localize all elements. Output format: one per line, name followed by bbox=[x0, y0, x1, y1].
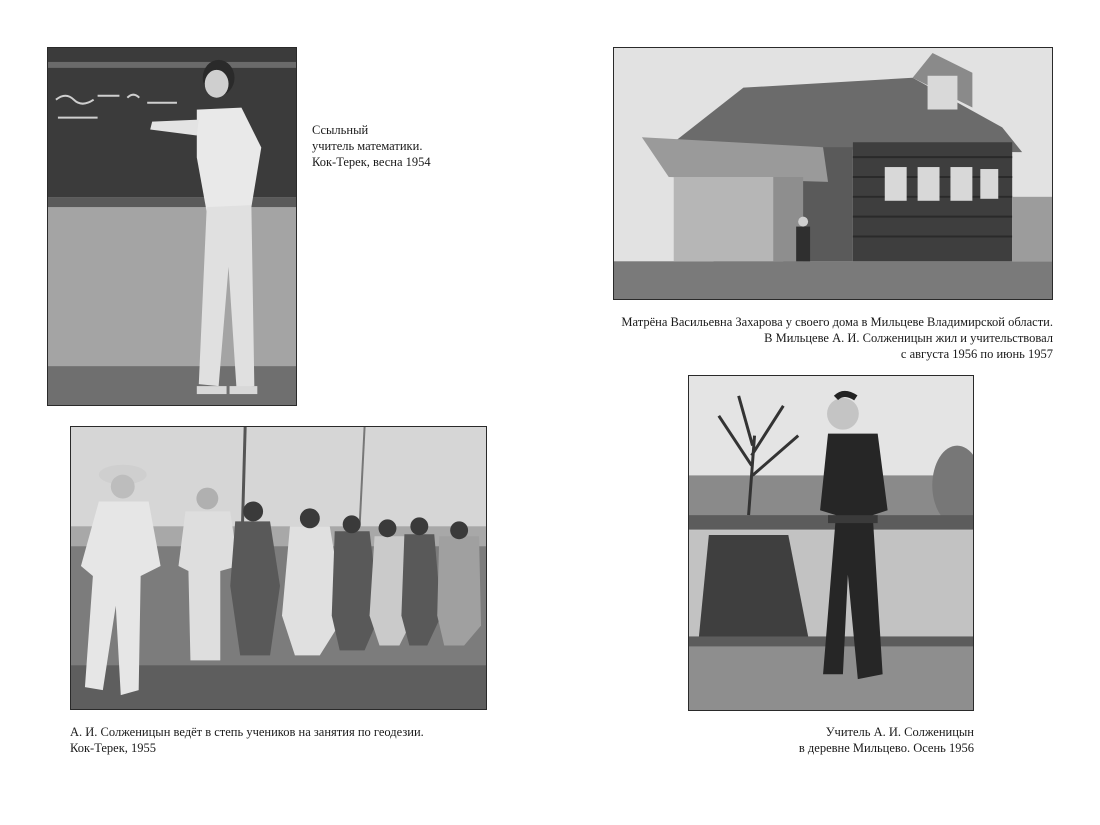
caption-line: А. И. Солженицын ведёт в степь учеников на занятия по геодезии. bbox=[70, 725, 424, 739]
caption-line: Учитель А. И. Солженицын bbox=[825, 725, 974, 739]
caption-teacher-miltsevo bbox=[799, 724, 974, 756]
caption-line: Ссыльный bbox=[312, 123, 369, 137]
caption-teacher-blackboard bbox=[312, 122, 431, 170]
caption-matryona-house bbox=[621, 314, 1053, 362]
caption-line: с августа 1956 по июнь 1957 bbox=[900, 347, 1053, 361]
caption-line: Кок-Терек, весна 1954 bbox=[312, 155, 431, 169]
caption-geodesy-walk bbox=[70, 724, 424, 756]
photo-geodesy-walk bbox=[70, 426, 487, 710]
caption-line: В Мильцеве А. И. Солженицын жил и учительствовал bbox=[764, 331, 1053, 345]
photo-teacher-miltsevo bbox=[688, 375, 974, 711]
photo-teacher-blackboard bbox=[47, 47, 297, 406]
caption-line: Кок-Терек, 1955 bbox=[70, 741, 157, 755]
caption-line: учитель математики. bbox=[312, 139, 423, 153]
caption-line: Матрёна Васильевна Захарова у своего дома в Мильцеве Владимирской области. bbox=[621, 315, 1053, 329]
caption-line: в деревне Мильцево. Осень 1956 bbox=[798, 741, 974, 755]
photo-matryona-house bbox=[613, 47, 1053, 300]
